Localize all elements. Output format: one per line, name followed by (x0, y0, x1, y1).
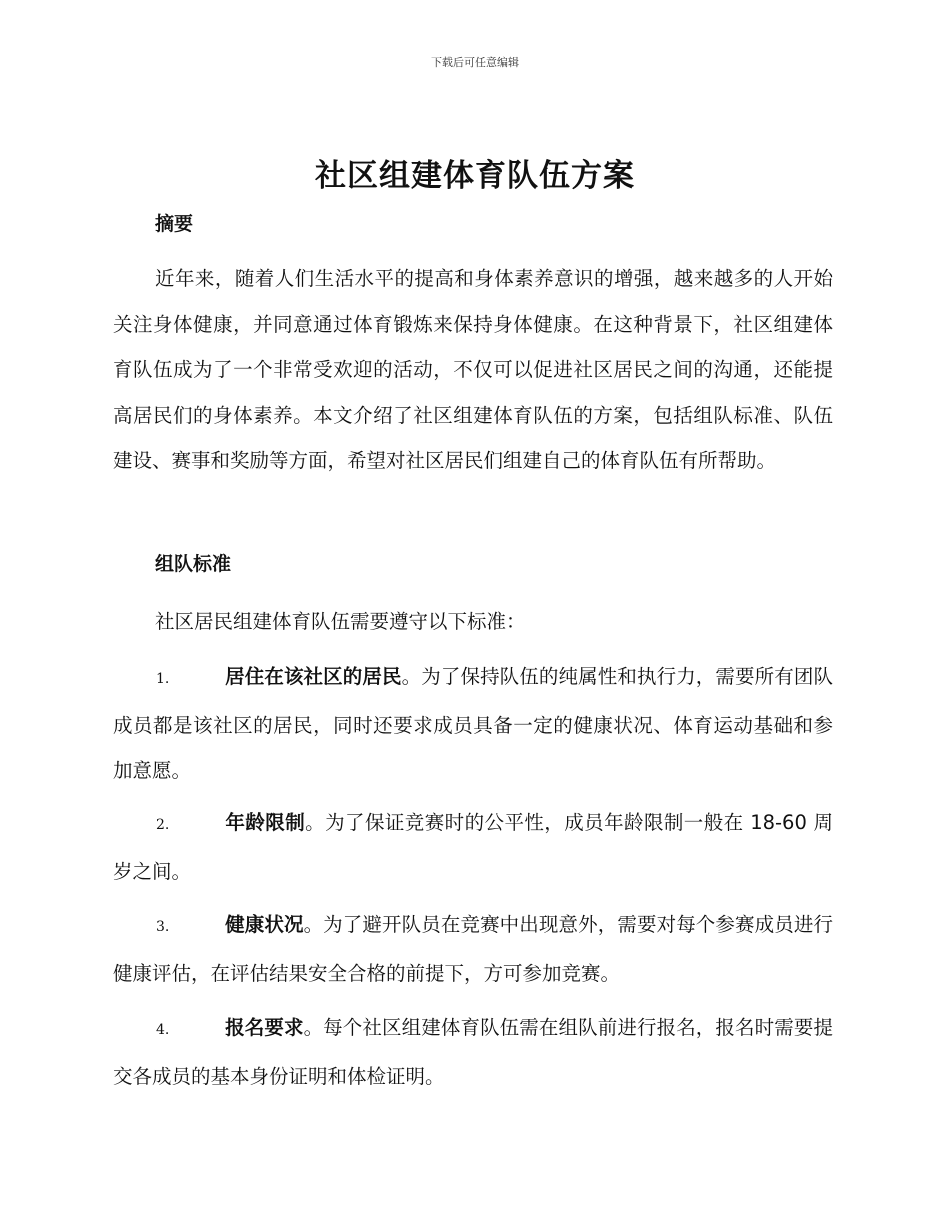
section-intro: 社区居民组建体育队伍需要遵守以下标准： (155, 610, 526, 633)
list-item-number: 1. (156, 671, 170, 687)
document-title: 社区组建体育队伍方案 (315, 158, 635, 194)
list-item-bold-label: 报名要求 (225, 1016, 304, 1039)
list-item-text: 。为了保持队伍的纯属性和执行力，需要所有团队成员都是该社区的居民，同时还要求成员具备一定的健康状况、体育运动基础和参加意愿。 (113, 665, 833, 782)
list-item-text: 。为了避开队员在竞赛中出现意外，需要对每个参赛成员进行健康评估，在评估结果安全合格的前提下，方可参加竞赛。 (113, 913, 833, 985)
list-item-bold-label: 年龄限制 (225, 811, 306, 834)
list-item (113, 654, 833, 794)
page-header: 下载后可任意编辑 (431, 56, 519, 69)
list-item-number: 3. (156, 919, 170, 935)
list-item-bold-label: 健康状况 (225, 913, 304, 936)
list-item-text: 。每个社区组建体育队伍需在组队前进行报名，报名时需要提交各成员的基本身份证明和体检证明。 (113, 1016, 833, 1088)
list-item (113, 800, 833, 894)
abstract-heading: 摘要 (155, 213, 194, 235)
list-item-number: 2. (156, 817, 170, 833)
list-item-text: 。为了保证竞赛时的公平性，成员年龄限制一般在 18-60 周岁之间。 (113, 811, 833, 883)
section-heading-team-standards: 组队标准 (155, 553, 232, 575)
list-item-bold-label: 居住在该社区的居民 (225, 665, 402, 688)
list-item-number: 4. (156, 1022, 170, 1038)
list-item (113, 902, 833, 996)
abstract-body: 近年来，随着人们生活水平的提高和身体素养意识的增强，越来越多的人开始关注身体健康，并同意通过体育锻炼来保持身体健康。在这种背景下，社区组建体育队伍成为了一个非常受欢迎的活动，不仅可以促进社区居民之间的沟通，还能提高居民们的身体素养。本文介绍了社区组建体育队伍的方案，包括组队标准、队伍建设、赛事和奖励等方面，希望对社区居民们组建自己的体育队伍有所帮助。 (113, 267, 833, 472)
list-item (113, 1005, 833, 1099)
